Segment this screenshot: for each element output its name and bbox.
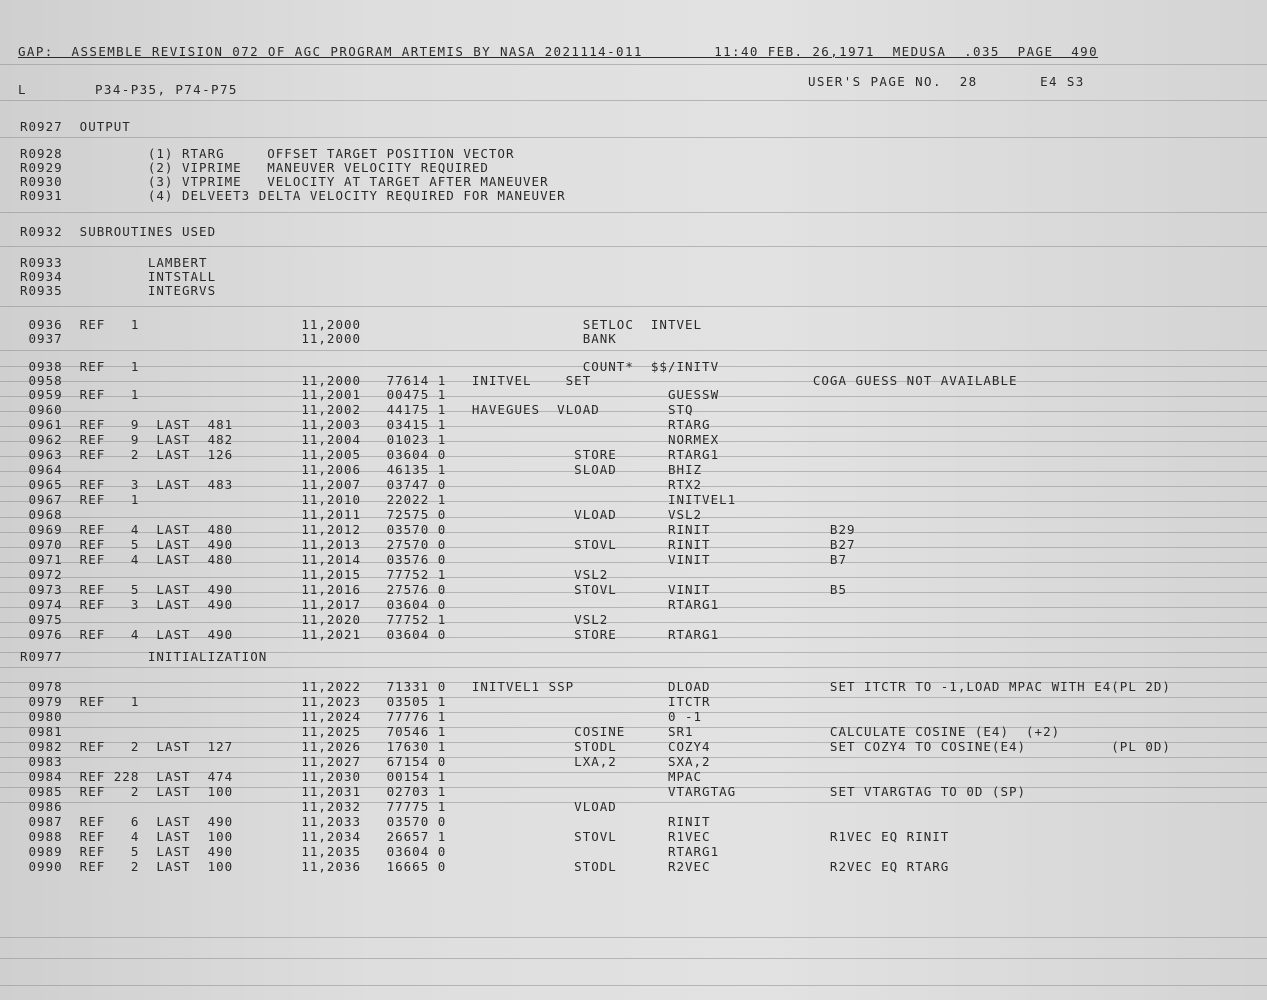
listing-line: R0929 (2) VIPRIME MANEUVER VELOCITY REQUIRED bbox=[20, 160, 489, 175]
ruled-line bbox=[0, 246, 1267, 247]
ruled-line bbox=[0, 985, 1267, 986]
listing-line: 0971 REF 4 LAST 480 11,2014 03576 0 VINIT B7 bbox=[20, 552, 847, 567]
users-page-number: USER'S PAGE NO. 28 E4 S3 bbox=[808, 74, 1085, 89]
listing-line: R0927 OUTPUT bbox=[20, 119, 131, 134]
listing-line: R0934 INTSTALL bbox=[20, 269, 217, 284]
listing-line: 0976 REF 4 LAST 490 11,2021 03604 0 STORE RTARG1 bbox=[20, 627, 720, 642]
ruled-line bbox=[0, 937, 1267, 938]
listing-line: 0987 REF 6 LAST 490 11,2033 03570 0 RINIT bbox=[20, 814, 711, 829]
listing-line: R0931 (4) DELVEET3 DELTA VELOCITY REQUIRED FOR MANEUVER bbox=[20, 188, 566, 203]
listing-line: 0979 REF 1 11,2023 03505 1 ITCTR bbox=[20, 694, 711, 709]
listing-line: 0988 REF 4 LAST 100 11,2034 26657 1 STOVL R1VEC R1VEC EQ RINIT bbox=[20, 829, 950, 844]
listing-line: 0960 11,2002 44175 1 HAVEGUES VLOAD STQ bbox=[20, 402, 694, 417]
ruled-line bbox=[0, 958, 1267, 959]
ruled-line bbox=[0, 667, 1267, 668]
listing-line: 0937 11,2000 BANK bbox=[20, 331, 617, 346]
listing-line: 0972 11,2015 77752 1 VSL2 bbox=[20, 567, 609, 582]
listing-line: 0963 REF 2 LAST 126 11,2005 03604 0 STORE RTARG1 bbox=[20, 447, 720, 462]
listing-line: R0932 SUBROUTINES USED bbox=[20, 224, 217, 239]
ruled-line bbox=[0, 64, 1267, 65]
listing-line: 0981 11,2025 70546 1 COSINE SR1 CALCULATE COSINE (E4) (+2) bbox=[20, 724, 1061, 739]
program-left-label: L bbox=[18, 82, 27, 97]
listing-line: R0933 LAMBERT bbox=[20, 255, 208, 270]
listing-line: 0983 11,2027 67154 0 LXA,2 SXA,2 bbox=[20, 754, 711, 769]
listing-line: 0964 11,2006 46135 1 SLOAD BHIZ bbox=[20, 462, 703, 477]
program-section-title: P34-P35, P74-P75 bbox=[95, 82, 238, 97]
listing-line: 0990 REF 2 LAST 100 11,2036 16665 0 STODL R2VEC R2VEC EQ RTARG bbox=[20, 859, 950, 874]
listing-line: R0977 INITIALIZATION bbox=[20, 649, 268, 664]
listing-line: R0928 (1) RTARG OFFSET TARGET POSITION VECTOR bbox=[20, 146, 515, 161]
listing-line: 0975 11,2020 77752 1 VSL2 bbox=[20, 612, 609, 627]
listing-line: 0961 REF 9 LAST 481 11,2003 03415 1 RTARG bbox=[20, 417, 711, 432]
listing-line: 0959 REF 1 11,2001 00475 1 GUESSW bbox=[20, 387, 720, 402]
listing-line: 0986 11,2032 77775 1 VLOAD bbox=[20, 799, 617, 814]
ruled-line bbox=[0, 137, 1267, 138]
listing-line: R0935 INTEGRVS bbox=[20, 283, 217, 298]
header-line: GAP: ASSEMBLE REVISION 072 OF AGC PROGRAM ARTEMIS BY NASA 2021114-011 11:40 FEB. 26,1971 MEDUSA .035 PAGE 490 bbox=[18, 44, 1099, 59]
listing-line: 0978 11,2022 71331 0 INITVEL1 SSP DLOAD SET ITCTR TO -1,LOAD MPAC WITH E4(PL 2D) bbox=[20, 679, 1171, 694]
listing-line: 0980 11,2024 77776 1 0 -1 bbox=[20, 709, 703, 724]
listing-line: 0974 REF 3 LAST 490 11,2017 03604 0 RTARG1 bbox=[20, 597, 720, 612]
listing-line: 0982 REF 2 LAST 127 11,2026 17630 1 STODL COZY4 SET COZY4 TO COSINE(E4) (PL 0D) bbox=[20, 739, 1171, 754]
listing-line: 0938 REF 1 COUNT* $$/INITV bbox=[20, 359, 720, 374]
listing-line: 0962 REF 9 LAST 482 11,2004 01023 1 NORMEX bbox=[20, 432, 720, 447]
listing-line: 0968 11,2011 72575 0 VLOAD VSL2 bbox=[20, 507, 703, 522]
ruled-line bbox=[0, 100, 1267, 101]
listing-line: 0989 REF 5 LAST 490 11,2035 03604 0 RTARG1 bbox=[20, 844, 720, 859]
listing-line: 0973 REF 5 LAST 490 11,2016 27576 0 STOVL VINIT B5 bbox=[20, 582, 847, 597]
ruled-line bbox=[0, 350, 1267, 351]
listing-line: 0965 REF 3 LAST 483 11,2007 03747 0 RTX2 bbox=[20, 477, 703, 492]
listing-line: R0930 (3) VTPRIME VELOCITY AT TARGET AFTER MANEUVER bbox=[20, 174, 549, 189]
listing-line: 0970 REF 5 LAST 490 11,2013 27570 0 STOVL RINIT B27 bbox=[20, 537, 856, 552]
listing-line: 0936 REF 1 11,2000 SETLOC INTVEL bbox=[20, 317, 703, 332]
ruled-line bbox=[0, 306, 1267, 307]
listing-line: 0958 11,2000 77614 1 INITVEL SET COGA GUESS NOT AVAILABLE bbox=[20, 373, 1018, 388]
listing-line: 0969 REF 4 LAST 480 11,2012 03570 0 RINIT B29 bbox=[20, 522, 856, 537]
ruled-line bbox=[0, 212, 1267, 213]
listing-line: 0985 REF 2 LAST 100 11,2031 02703 1 VTARGTAG SET VTARGTAG TO 0D (SP) bbox=[20, 784, 1027, 799]
listing-line: 0984 REF 228 LAST 474 11,2030 00154 1 MPAC bbox=[20, 769, 703, 784]
listing-line: 0967 REF 1 11,2010 22022 1 INITVEL1 bbox=[20, 492, 737, 507]
